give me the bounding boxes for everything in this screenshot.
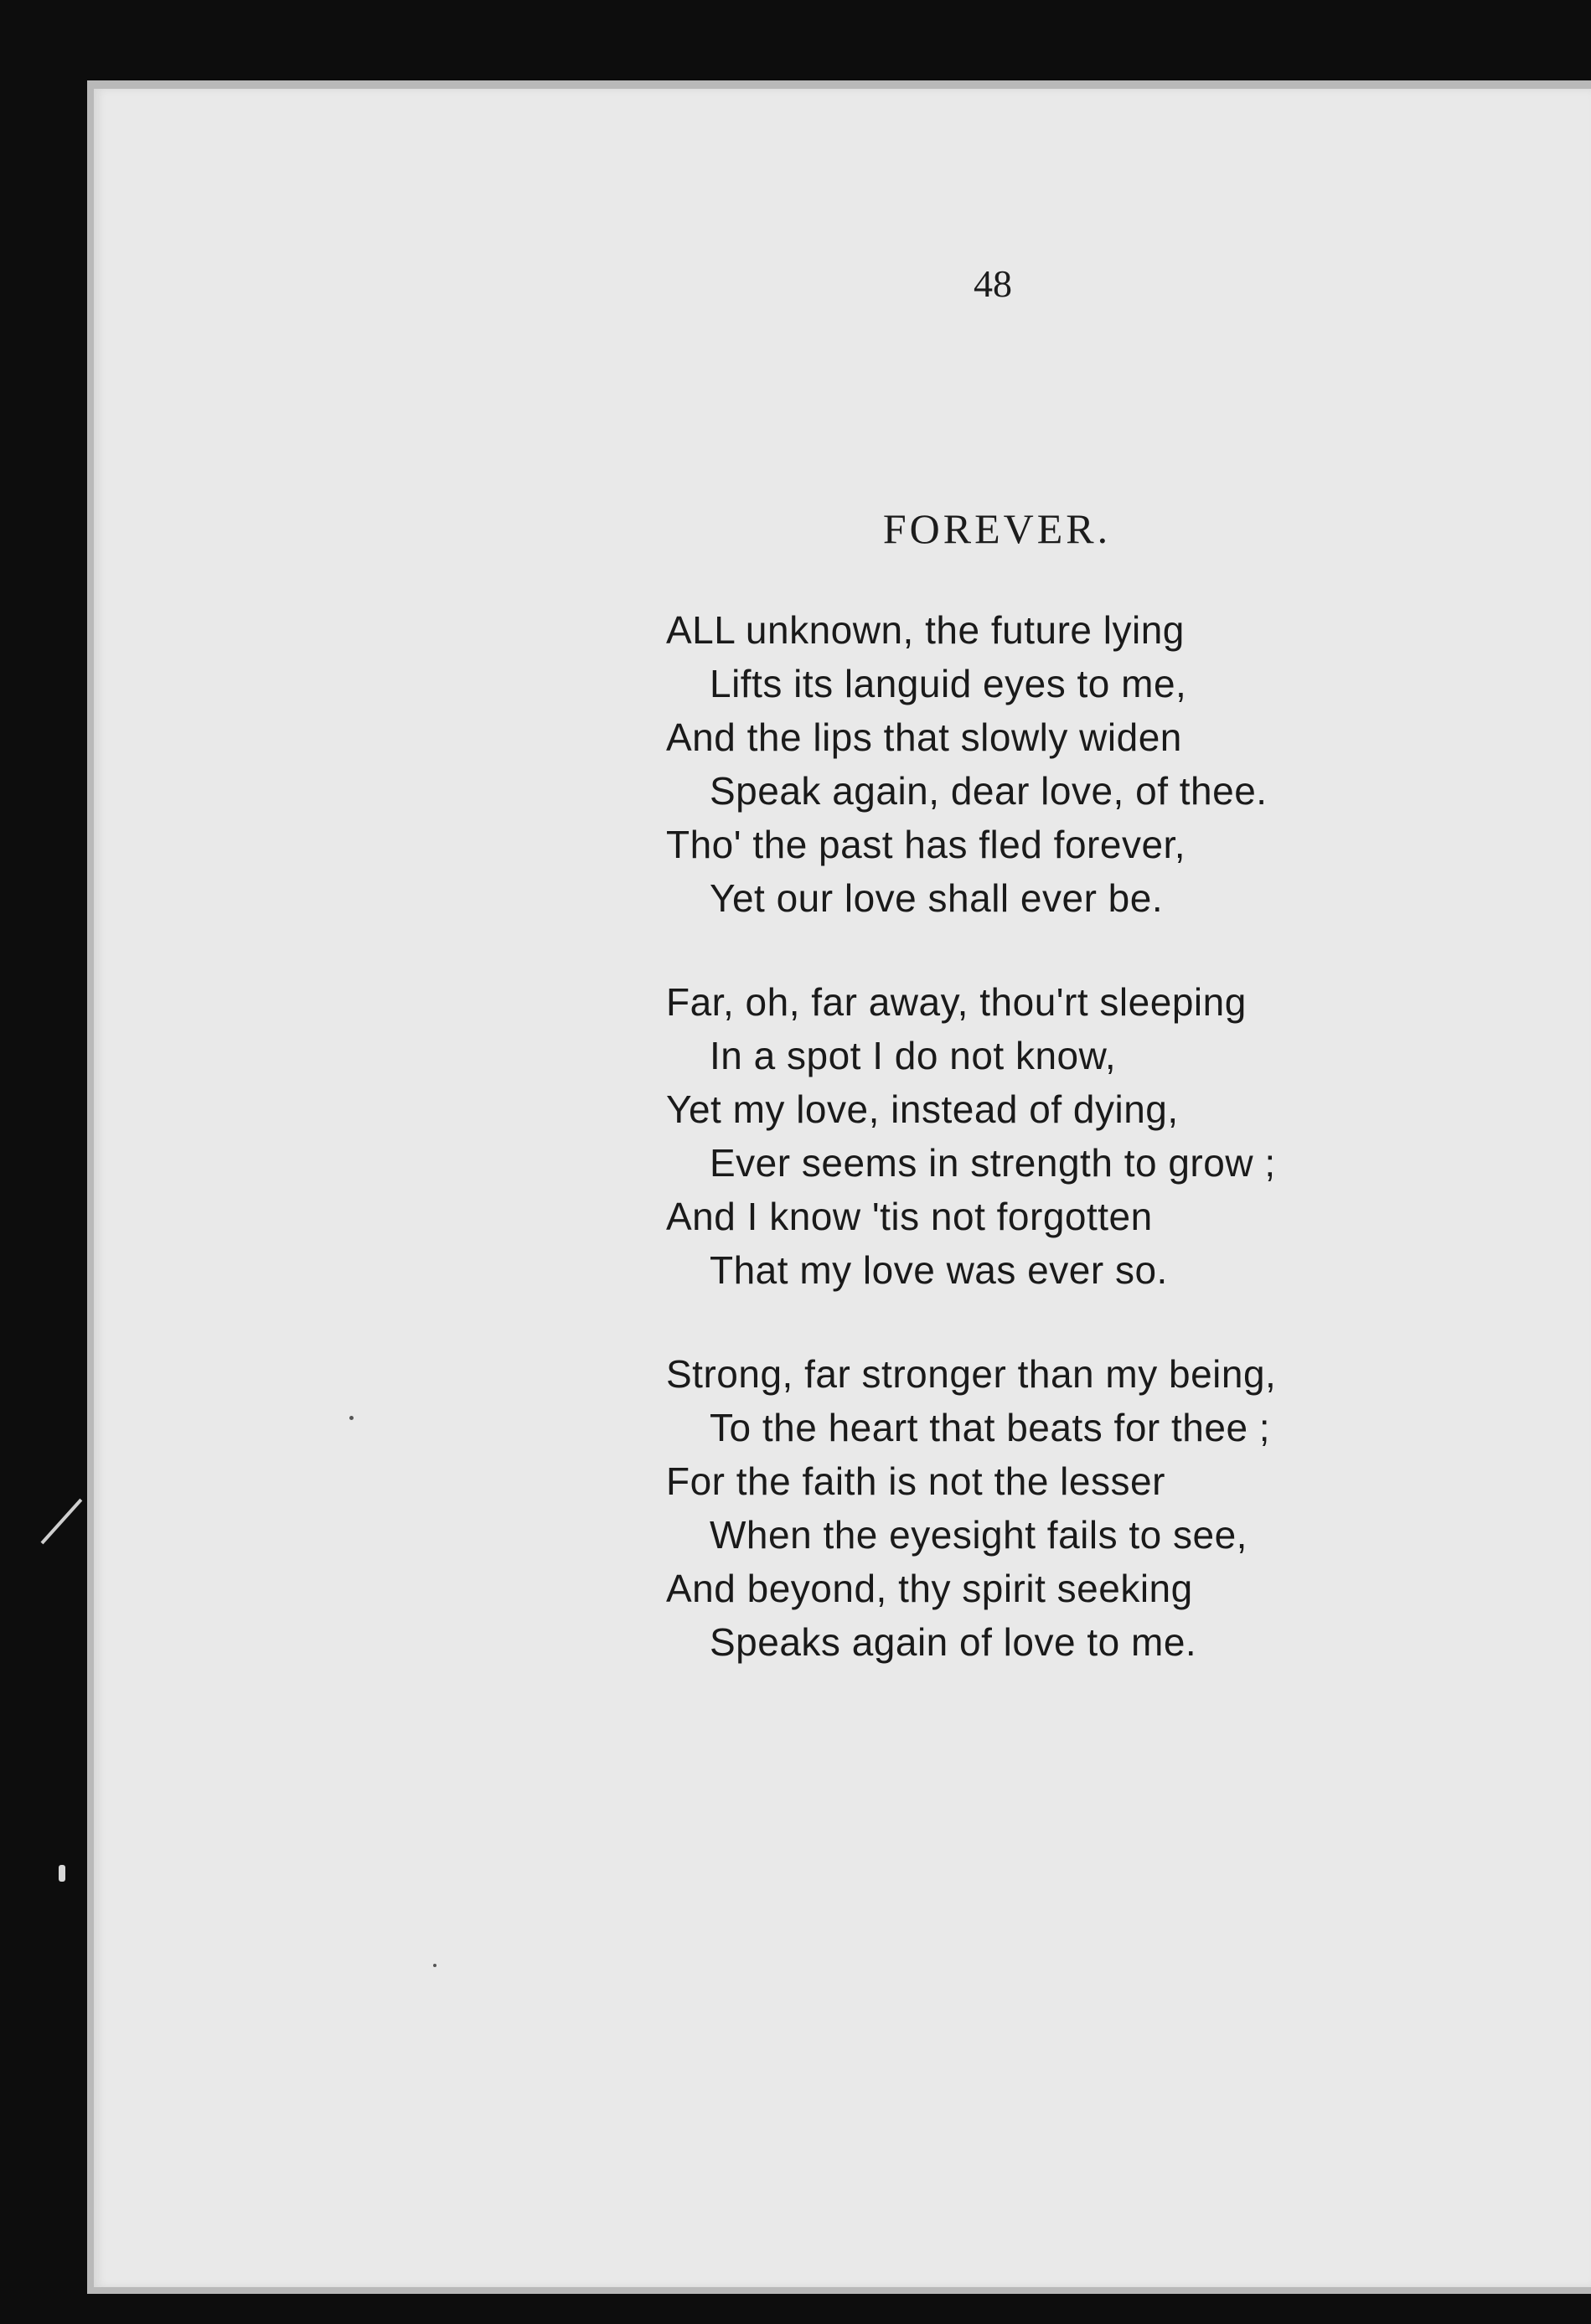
- poem-title: FOREVER.: [882, 505, 1112, 552]
- poem-line: Strong, far stronger than my being,: [666, 1352, 1277, 1396]
- poem-line: In a spot I do not know,: [710, 1034, 1117, 1077]
- poem-line: Far, oh, far away, thou'rt sleeping: [666, 980, 1247, 1024]
- poem-line: To the heart that beats for thee ;: [710, 1406, 1271, 1449]
- poem-line: Yet our love shall ever be.: [710, 876, 1164, 920]
- scan-artifact-mark: [41, 1499, 83, 1545]
- poem-line: Tho' the past has fled forever,: [666, 823, 1186, 866]
- poem-body: [666, 603, 1420, 1669]
- paper-speck: [433, 1964, 436, 1967]
- poem-line: Speaks again of love to me.: [710, 1620, 1197, 1664]
- poem-line: And beyond, thy spirit seeking: [666, 1567, 1193, 1610]
- poem-line: Lifts its languid eyes to me,: [710, 662, 1187, 705]
- poem-line: For the faith is not the lesser: [666, 1459, 1165, 1503]
- scan-artifact-dot: [59, 1865, 65, 1882]
- poem-line: And the lips that slowly widen: [666, 715, 1182, 759]
- stanza: [666, 975, 1420, 1297]
- poem-line: And I know 'tis not forgotten: [666, 1195, 1153, 1238]
- poem-line: That my love was ever so.: [710, 1248, 1168, 1292]
- stanza: [666, 603, 1420, 925]
- poem-line: Ever seems in strength to grow ;: [710, 1141, 1276, 1185]
- paper-speck: [349, 1416, 354, 1420]
- page-number: 48: [974, 262, 1012, 305]
- poem-line: ALL unknown, the future lying: [666, 608, 1185, 652]
- poem-line: When the eyesight fails to see,: [710, 1513, 1247, 1557]
- stanza: [666, 1347, 1420, 1669]
- poem-line: Yet my love, instead of dying,: [666, 1087, 1179, 1131]
- poem-line: Speak again, dear love, of thee.: [710, 769, 1268, 813]
